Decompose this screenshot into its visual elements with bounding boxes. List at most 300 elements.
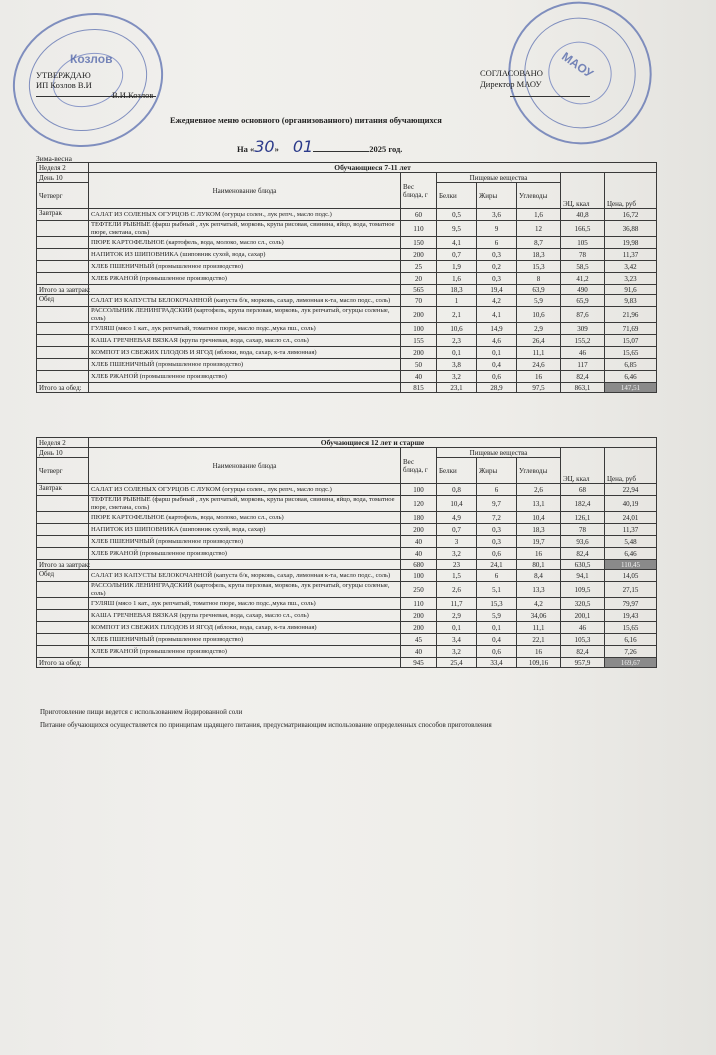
total-energy: 630,5 [561, 560, 605, 570]
breakfast-total-label: Итого за завтрак: [37, 560, 89, 570]
agree-label: СОГЛАСОВАНО [480, 68, 543, 78]
total-energy: 957,9 [561, 658, 605, 668]
dish-carbs: 5,9 [517, 295, 561, 307]
col-protein: Белки [437, 183, 477, 209]
dish-protein: 1,6 [437, 273, 477, 285]
dish-name: ХЛЕБ ПШЕНИЧНЫЙ (промышленное производство) [89, 359, 401, 371]
dish-carbs: 2,9 [517, 323, 561, 335]
dish-name: ХЛЕБ ПШЕНИЧНЫЙ (промышленное производство) [89, 536, 401, 548]
dish-name: ХЛЕБ РЖАНОЙ (промышленное производство) [89, 371, 401, 383]
meal-cell [37, 582, 89, 598]
dish-price: 7,26 [605, 646, 657, 658]
dish-price: 5,48 [605, 536, 657, 548]
dish-energy: 94,1 [561, 570, 605, 582]
dish-protein: 0,7 [437, 524, 477, 536]
dish-fat: 0,1 [477, 622, 517, 634]
dish-carbs: 22,1 [517, 634, 561, 646]
dish-weight: 70 [401, 295, 437, 307]
dish-price: 21,96 [605, 307, 657, 323]
dish-name: ПЮРЕ КАРТОФЕЛЬНОЕ (картофель, вода, молоко, масло сл., соль) [89, 237, 401, 249]
dish-row [37, 598, 657, 610]
dish-fat: 7,2 [477, 512, 517, 524]
approver-sign: В.И.Козлов [112, 90, 154, 100]
dish-name: ХЛЕБ ПШЕНИЧНЫЙ (промышленное производство) [89, 261, 401, 273]
dish-carbs: 18,3 [517, 249, 561, 261]
dish-price: 14,05 [605, 570, 657, 582]
dish-protein: 2,6 [437, 582, 477, 598]
dish-fat: 9,7 [477, 496, 517, 512]
col-nutrients: Пищевые вещества [437, 173, 561, 183]
meal-cell [37, 646, 89, 658]
dish-carbs: 8 [517, 273, 561, 285]
dish-protein: 0,7 [437, 249, 477, 261]
dish-energy: 65,9 [561, 295, 605, 307]
dish-row [37, 335, 657, 347]
total-weight: 680 [401, 560, 437, 570]
dish-energy: 41,2 [561, 273, 605, 285]
dish-energy: 155,2 [561, 335, 605, 347]
dish-energy: 82,4 [561, 548, 605, 560]
dish-price: 6,85 [605, 359, 657, 371]
dish-protein: 3,2 [437, 646, 477, 658]
dish-fat: 3,6 [477, 209, 517, 221]
dish-energy: 309 [561, 323, 605, 335]
meal-cell [37, 512, 89, 524]
dish-fat: 9 [477, 221, 517, 237]
menu-table-7-11 [36, 162, 657, 393]
dish-row [37, 209, 657, 221]
dish-row [37, 273, 657, 285]
dish-energy: 78 [561, 249, 605, 261]
dish-price: 16,72 [605, 209, 657, 221]
dish-weight: 180 [401, 512, 437, 524]
dish-row [37, 249, 657, 261]
dish-name: КОМПОТ ИЗ СВЕЖИХ ПЛОДОВ И ЯГОД (яблоки, вода, сахар, к-та лимонная) [89, 622, 401, 634]
dish-row [37, 261, 657, 273]
dish-energy: 82,4 [561, 371, 605, 383]
season-label: Зима-весна [36, 154, 72, 163]
dish-energy: 82,4 [561, 646, 605, 658]
dish-weight: 20 [401, 273, 437, 285]
agree-position: Директор МАОУ [480, 79, 542, 89]
dish-energy: 78 [561, 524, 605, 536]
approve-label: УТВЕРЖДАЮ [36, 70, 91, 80]
dish-carbs: 19,7 [517, 536, 561, 548]
dish-weight: 40 [401, 548, 437, 560]
dish-energy: 126,1 [561, 512, 605, 524]
lunch-rows [37, 570, 657, 658]
dish-energy: 166,5 [561, 221, 605, 237]
dish-carbs: 8,7 [517, 237, 561, 249]
dish-fat: 0,3 [477, 536, 517, 548]
dish-weight: 200 [401, 622, 437, 634]
dish-weight: 200 [401, 249, 437, 261]
dish-price: 71,69 [605, 323, 657, 335]
dish-price: 11,37 [605, 249, 657, 261]
dish-name: КАША ГРЕЧНЕВАЯ ВЯЗКАЯ (крупа гречневая, вода, сахар, масло сл., соль) [89, 335, 401, 347]
dish-row [37, 347, 657, 359]
dish-carbs: 26,4 [517, 335, 561, 347]
total-price: 147,51 [605, 383, 657, 393]
dish-weight: 110 [401, 221, 437, 237]
lunch-total-label: Итого за обед: [37, 658, 89, 668]
day-cell: День 10 [37, 173, 89, 183]
meal-cell [37, 237, 89, 249]
dish-fat: 4,2 [477, 295, 517, 307]
dish-row [37, 221, 657, 237]
dish-energy: 200,1 [561, 610, 605, 622]
dish-price: 19,43 [605, 610, 657, 622]
total-carbs: 97,5 [517, 383, 561, 393]
dish-price: 6,46 [605, 371, 657, 383]
dish-carbs: 8,4 [517, 570, 561, 582]
dish-protein: 2,3 [437, 335, 477, 347]
dish-weight: 250 [401, 582, 437, 598]
breakfast-label: Завтрак [37, 484, 89, 496]
dish-price: 6,16 [605, 634, 657, 646]
dish-fat: 4,1 [477, 307, 517, 323]
dish-name: ТЕФТЕЛИ РЫБНЫЕ (фарш рыбный , лук репчатый, морковь, крупа рисовая, свинина, яйцо, вода, томатное пюре, сметана, соль) [89, 221, 401, 237]
dish-fat: 0,4 [477, 634, 517, 646]
dish-price: 6,46 [605, 548, 657, 560]
total-energy: 490 [561, 285, 605, 295]
dish-fat: 5,9 [477, 610, 517, 622]
dish-weight: 50 [401, 359, 437, 371]
dish-name: НАПИТОК ИЗ ШИПОВНИКА (шиповник сухой, вода, сахар) [89, 524, 401, 536]
dish-energy: 320,5 [561, 598, 605, 610]
dish-row [37, 570, 657, 582]
dish-price: 15,07 [605, 335, 657, 347]
total-protein: 23,1 [437, 383, 477, 393]
col-weight: Вес блюда, г [401, 448, 437, 484]
dish-fat: 0,2 [477, 261, 517, 273]
weekday-cell: Четверг [37, 458, 89, 484]
col-nutrients: Пищевые вещества [437, 448, 561, 458]
dish-row [37, 610, 657, 622]
dish-energy: 109,5 [561, 582, 605, 598]
dish-price: 3,42 [605, 261, 657, 273]
dish-name: РАССОЛЬНИК ЛЕНИНГРАДСКИЙ (картофель, крупа перловая, морковь, лук репчатый, огурцы соленые, соль) [89, 582, 401, 598]
dish-weight: 155 [401, 335, 437, 347]
approver-name: ИП Козлов В.И [36, 80, 92, 90]
meal-cell [37, 598, 89, 610]
dish-carbs: 1,6 [517, 209, 561, 221]
dish-row [37, 359, 657, 371]
meal-cell [37, 323, 89, 335]
dish-protein: 3 [437, 536, 477, 548]
dish-fat: 0,3 [477, 273, 517, 285]
col-protein: Белки [437, 458, 477, 484]
dish-weight: 200 [401, 347, 437, 359]
dish-carbs: 10,6 [517, 307, 561, 323]
dish-energy: 68 [561, 484, 605, 496]
dish-price: 36,88 [605, 221, 657, 237]
dish-price: 15,65 [605, 347, 657, 359]
dish-row [37, 484, 657, 496]
col-carbs: Углеводы [517, 183, 561, 209]
dish-row [37, 323, 657, 335]
weekday-cell: Четверг [37, 183, 89, 209]
dish-price: 40,19 [605, 496, 657, 512]
dish-fat: 0,6 [477, 646, 517, 658]
dish-energy: 46 [561, 347, 605, 359]
dish-row [37, 524, 657, 536]
lunch-total-label: Итого за обед: [37, 383, 89, 393]
dish-protein: 3,2 [437, 371, 477, 383]
dish-row [37, 496, 657, 512]
dish-name: РАССОЛЬНИК ЛЕНИНГРАДСКИЙ (картофель, крупа перловая, морковь, лук репчатый, огурцы соленые, соль) [89, 307, 401, 323]
total-fat: 24,1 [477, 560, 517, 570]
dish-name: ХЛЕБ ПШЕНИЧНЫЙ (промышленное производство) [89, 634, 401, 646]
dish-carbs: 4,2 [517, 598, 561, 610]
dish-fat: 0,3 [477, 249, 517, 261]
dish-protein: 2,1 [437, 307, 477, 323]
dish-name: ХЛЕБ РЖАНОЙ (промышленное производство) [89, 273, 401, 285]
dish-energy: 105,3 [561, 634, 605, 646]
total-price: 169,67 [605, 658, 657, 668]
menu-date: На «30» 01 2025 год. [237, 137, 403, 156]
dish-protein: 1,9 [437, 261, 477, 273]
dish-carbs: 11,1 [517, 622, 561, 634]
meal-cell [37, 634, 89, 646]
meal-cell [37, 307, 89, 323]
col-price: Цена, руб [605, 173, 657, 209]
total-weight: 565 [401, 285, 437, 295]
dish-weight: 40 [401, 536, 437, 548]
dish-fat: 0,6 [477, 548, 517, 560]
dish-carbs: 16 [517, 548, 561, 560]
dish-weight: 40 [401, 646, 437, 658]
dish-energy: 105 [561, 237, 605, 249]
total-carbs: 109,16 [517, 658, 561, 668]
col-energy: ЭЦ, ккал [561, 448, 605, 484]
dish-energy: 58,5 [561, 261, 605, 273]
dish-price: 11,37 [605, 524, 657, 536]
lunch-label: Обед [37, 570, 89, 582]
dish-carbs: 13,3 [517, 582, 561, 598]
dish-fat: 0,6 [477, 371, 517, 383]
dish-energy: 182,4 [561, 496, 605, 512]
dish-name: ХЛЕБ РЖАНОЙ (промышленное производство) [89, 646, 401, 658]
dish-row [37, 634, 657, 646]
dish-carbs: 18,3 [517, 524, 561, 536]
dish-name: ГУЛЯШ (мясо 1 кат., лук репчатый, томатное пюре, масло подс.,мука пш., соль) [89, 598, 401, 610]
dish-energy: 40,8 [561, 209, 605, 221]
dish-energy: 87,6 [561, 307, 605, 323]
dish-fat: 15,3 [477, 598, 517, 610]
meal-cell [37, 371, 89, 383]
dish-protein: 1 [437, 295, 477, 307]
dish-protein: 3,2 [437, 548, 477, 560]
dish-weight: 200 [401, 524, 437, 536]
dish-carbs: 2,6 [517, 484, 561, 496]
meal-cell [37, 249, 89, 261]
total-weight: 815 [401, 383, 437, 393]
total-fat: 19,4 [477, 285, 517, 295]
dish-carbs: 10,4 [517, 512, 561, 524]
col-name: Наименование блюда [89, 173, 401, 209]
dish-protein: 3,8 [437, 359, 477, 371]
dish-fat: 4,6 [477, 335, 517, 347]
col-price: Цена, руб [605, 448, 657, 484]
dish-name: САЛАТ ИЗ СОЛЕНЫХ ОГУРЦОВ С ЛУКОМ (огурцы солен., лук репч., масло подс.) [89, 484, 401, 496]
total-energy: 863,1 [561, 383, 605, 393]
dish-row [37, 646, 657, 658]
dish-protein: 11,7 [437, 598, 477, 610]
dish-energy: 117 [561, 359, 605, 371]
breakfast-total-label: Итого за завтрак: [37, 285, 89, 295]
dish-protein: 9,5 [437, 221, 477, 237]
dish-name: САЛАТ ИЗ КАПУСТЫ БЕЛОКОЧАННОЙ (капуста б/к, морковь, сахар, лимонная к-та, масло подс., соль) [89, 570, 401, 582]
dish-protein: 10,4 [437, 496, 477, 512]
total-fat: 33,4 [477, 658, 517, 668]
lunch-rows [37, 295, 657, 383]
dish-row [37, 512, 657, 524]
dish-protein: 2,9 [437, 610, 477, 622]
col-fat: Жиры [477, 183, 517, 209]
dish-name: КАША ГРЕЧНЕВАЯ ВЯЗКАЯ (крупа гречневая, вода, сахар, масло сл., соль) [89, 610, 401, 622]
total-protein: 25,4 [437, 658, 477, 668]
total-carbs: 80,1 [517, 560, 561, 570]
dish-price: 79,97 [605, 598, 657, 610]
dish-carbs: 34,06 [517, 610, 561, 622]
dish-name: САЛАТ ИЗ КАПУСТЫ БЕЛОКОЧАННОЙ (капуста б/к, морковь, сахар, лимонная к-та, масло подс., соль) [89, 295, 401, 307]
meal-cell [37, 548, 89, 560]
meal-cell [37, 622, 89, 634]
meal-cell [37, 347, 89, 359]
breakfast-label: Завтрак [37, 209, 89, 221]
dish-price: 19,98 [605, 237, 657, 249]
total-protein: 23 [437, 560, 477, 570]
footer-note-diet: Питание обучающихся осуществляется по принципам щадящего питания, предусматривающим использование определенных способов приготовления [40, 721, 492, 729]
breakfast-rows [37, 209, 657, 285]
dish-row [37, 371, 657, 383]
dish-price: 9,83 [605, 295, 657, 307]
meal-cell [37, 496, 89, 512]
dish-carbs: 13,1 [517, 496, 561, 512]
dish-protein: 3,4 [437, 634, 477, 646]
dish-protein: 0,8 [437, 484, 477, 496]
dish-protein: 0,5 [437, 209, 477, 221]
dish-name: ТЕФТЕЛИ РЫБНЫЕ (фарш рыбный , лук репчатый, морковь, крупа рисовая, свинина, яйцо, вода, томатное пюре, сметана, соль) [89, 496, 401, 512]
dish-carbs: 15,3 [517, 261, 561, 273]
dish-row [37, 536, 657, 548]
dish-protein: 1,5 [437, 570, 477, 582]
dish-row [37, 548, 657, 560]
dish-fat: 6 [477, 484, 517, 496]
dish-weight: 150 [401, 237, 437, 249]
dish-row [37, 237, 657, 249]
age-group-header: Обучающиеся 7-11 лет [89, 163, 657, 173]
dish-row [37, 622, 657, 634]
meal-cell [37, 610, 89, 622]
meal-cell [37, 536, 89, 548]
total-weight: 945 [401, 658, 437, 668]
dish-energy: 93,6 [561, 536, 605, 548]
week-cell: Неделя 2 [37, 438, 89, 448]
dish-fat: 6 [477, 237, 517, 249]
dish-carbs: 11,1 [517, 347, 561, 359]
dish-price: 15,65 [605, 622, 657, 634]
col-name: Наименование блюда [89, 448, 401, 484]
dish-weight: 100 [401, 323, 437, 335]
dish-weight: 45 [401, 634, 437, 646]
dish-name: САЛАТ ИЗ СОЛЕНЫХ ОГУРЦОВ С ЛУКОМ (огурцы солен., лук репч., масло подс.) [89, 209, 401, 221]
dish-weight: 200 [401, 610, 437, 622]
dish-carbs: 12 [517, 221, 561, 237]
dish-protein: 0,1 [437, 347, 477, 359]
dish-protein: 0,1 [437, 622, 477, 634]
dish-weight: 100 [401, 484, 437, 496]
dish-energy: 46 [561, 622, 605, 634]
dish-name: ХЛЕБ РЖАНОЙ (промышленное производство) [89, 548, 401, 560]
dish-weight: 40 [401, 371, 437, 383]
day-cell: День 10 [37, 448, 89, 458]
total-price: 91,6 [605, 285, 657, 295]
page-title: Ежедневное меню основного (организованного) питания обучающихся [170, 115, 442, 125]
dish-fat: 6 [477, 570, 517, 582]
dish-name: ГУЛЯШ (мясо 1 кат., лук репчатый, томатное пюре, масло подс.,мука пш., соль) [89, 323, 401, 335]
dish-carbs: 24,6 [517, 359, 561, 371]
date-month: 01 [292, 137, 314, 156]
dish-weight: 110 [401, 598, 437, 610]
dish-fat: 0,1 [477, 347, 517, 359]
date-day: 30 [254, 137, 275, 156]
total-price: 110,45 [605, 560, 657, 570]
dish-weight: 120 [401, 496, 437, 512]
dish-price: 22,94 [605, 484, 657, 496]
meal-cell [37, 335, 89, 347]
week-cell: Неделя 2 [37, 163, 89, 173]
dish-weight: 25 [401, 261, 437, 273]
dish-name: НАПИТОК ИЗ ШИПОВНИКА (шиповник сухой, вода, сахар) [89, 249, 401, 261]
total-carbs: 63,9 [517, 285, 561, 295]
dish-protein: 4,9 [437, 512, 477, 524]
meal-cell [37, 273, 89, 285]
meal-cell [37, 524, 89, 536]
dish-price: 27,15 [605, 582, 657, 598]
dish-row [37, 307, 657, 323]
lunch-label: Обед [37, 295, 89, 307]
dish-fat: 0,3 [477, 524, 517, 536]
agree-sign-line [510, 96, 590, 97]
col-energy: ЭЦ, ккал [561, 173, 605, 209]
dish-row [37, 582, 657, 598]
menu-table-12-plus [36, 437, 657, 668]
col-fat: Жиры [477, 458, 517, 484]
total-fat: 28,9 [477, 383, 517, 393]
total-protein: 18,3 [437, 285, 477, 295]
dish-row [37, 295, 657, 307]
dish-name: ПЮРЕ КАРТОФЕЛЬНОЕ (картофель, вода, молоко, масло сл., соль) [89, 512, 401, 524]
dish-price: 3,23 [605, 273, 657, 285]
dish-protein: 4,1 [437, 237, 477, 249]
dish-weight: 60 [401, 209, 437, 221]
dish-carbs: 16 [517, 646, 561, 658]
meal-cell [37, 359, 89, 371]
dish-fat: 5,1 [477, 582, 517, 598]
dish-weight: 200 [401, 307, 437, 323]
col-weight: Вес блюда, г [401, 173, 437, 209]
dish-fat: 14,9 [477, 323, 517, 335]
stamp-left-text: Козлов [70, 52, 113, 66]
dish-name: КОМПОТ ИЗ СВЕЖИХ ПЛОДОВ И ЯГОД (яблоки, вода, сахар, к-та лимонная) [89, 347, 401, 359]
dish-price: 24,01 [605, 512, 657, 524]
dish-protein: 10,6 [437, 323, 477, 335]
dish-fat: 0,4 [477, 359, 517, 371]
meal-cell [37, 221, 89, 237]
age-group-header: Обучающиеся 12 лет и старше [89, 438, 657, 448]
